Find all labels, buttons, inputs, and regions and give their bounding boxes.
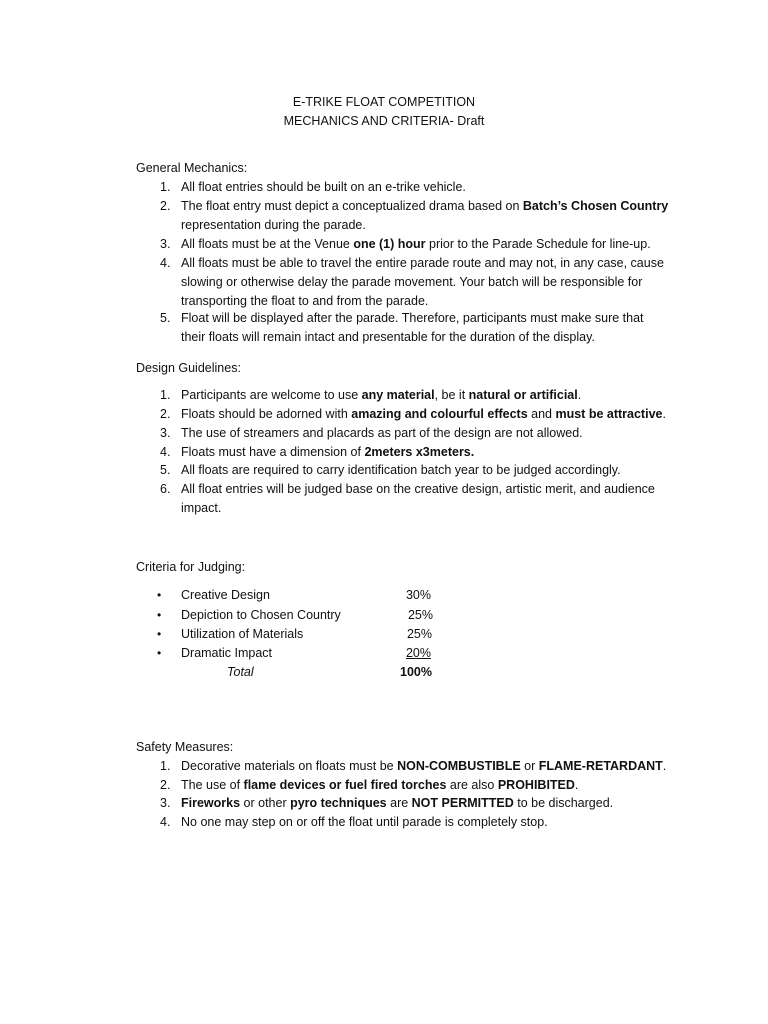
criteria-percent: 25% — [406, 627, 432, 641]
list-item-text: their floats will remain intact and presentable for the duration of the display. — [181, 330, 595, 344]
list-item-number: 3. — [160, 426, 171, 440]
document-subtitle: MECHANICS AND CRITERIA- Draft — [283, 114, 485, 128]
list-item-number: 3. — [160, 796, 171, 810]
total-label: Total — [227, 665, 254, 679]
list-item-text: All floats must be at the Venue one (1) hour prior to the Parade Schedule for line-up. — [181, 237, 651, 251]
criteria-name: Utilization of Materials — [181, 627, 304, 641]
document-title: E-TRIKE FLOAT COMPETITION — [292, 95, 476, 109]
list-item-text: slowing or otherwise delay the parade movement. Your batch will be responsible for — [181, 275, 643, 289]
list-item-number: 4. — [160, 815, 171, 829]
total-value: 100% — [400, 665, 432, 679]
bullet-icon: • — [157, 627, 162, 641]
list-item-text: Float will be displayed after the parade. Therefore, participants must make sure that — [181, 311, 644, 325]
list-item-text: All float entries will be judged base on the creative design, artistic merit, and audience — [181, 482, 655, 496]
list-item-text: Floats should be adorned with amazing and colourful effects and must be attractive. — [181, 407, 666, 421]
list-item-number: 2. — [160, 778, 171, 792]
general-mechanics-heading: General Mechanics: — [136, 161, 248, 175]
list-item-text: Fireworks or other pyro techniques are NOT PERMITTED to be discharged. — [181, 796, 614, 810]
list-item-text: The use of flame devices or fuel fired torches are also PROHIBITED. — [181, 778, 579, 792]
list-item-text: representation during the parade. — [181, 218, 366, 232]
criteria-name: Depiction to Chosen Country — [181, 608, 341, 622]
criteria-percent: 25% — [407, 608, 433, 622]
criteria-name: Dramatic Impact — [181, 646, 272, 660]
safety-measures-heading: Safety Measures: — [136, 740, 234, 754]
list-item-number: 4. — [160, 256, 171, 270]
list-item-number: 4. — [160, 445, 171, 459]
list-item-text: All floats are required to carry identification batch year to be judged accordingly. — [181, 463, 621, 477]
list-item-text: No one may step on or off the float until parade is completely stop. — [181, 815, 548, 829]
list-item-text: transporting the float to and from the parade. — [181, 294, 429, 308]
list-item-text: The use of streamers and placards as part of the design are not allowed. — [181, 426, 583, 440]
list-item-text: Floats must have a dimension of 2meters x3meters. — [181, 445, 475, 459]
list-item-number: 2. — [160, 407, 171, 421]
list-item-text: All floats must be able to travel the entire parade route and may not, in any case, cause — [181, 256, 664, 270]
criteria-percent: 20% — [405, 646, 431, 660]
design-guidelines-heading: Design Guidelines: — [136, 361, 241, 375]
list-item-number: 2. — [160, 199, 171, 213]
list-item-number: 5. — [160, 311, 171, 325]
criteria-percent: 30% — [405, 588, 431, 602]
bullet-icon: • — [157, 608, 162, 622]
list-item-number: 5. — [160, 463, 171, 477]
list-item-number: 3. — [160, 237, 171, 251]
list-item-number: 1. — [160, 180, 171, 194]
list-item-text: Participants are welcome to use any material, be it natural or artificial. — [181, 388, 582, 402]
bullet-icon: • — [157, 646, 162, 660]
list-item-number: 1. — [160, 759, 171, 773]
list-item-number: 1. — [160, 388, 171, 402]
criteria-name: Creative Design — [181, 588, 270, 602]
list-item-text: impact. — [181, 501, 222, 515]
list-item-text: The float entry must depict a conceptualized drama based on Batch’s Chosen Country — [181, 199, 669, 213]
list-item-number: 6. — [160, 482, 171, 496]
list-item-text: Decorative materials on floats must be NON-COMBUSTIBLE or FLAME-RETARDANT. — [181, 759, 667, 773]
criteria-heading: Criteria for Judging: — [136, 560, 246, 574]
bullet-icon: • — [157, 588, 162, 602]
list-item-text: All float entries should be built on an e-trike vehicle. — [181, 180, 466, 194]
